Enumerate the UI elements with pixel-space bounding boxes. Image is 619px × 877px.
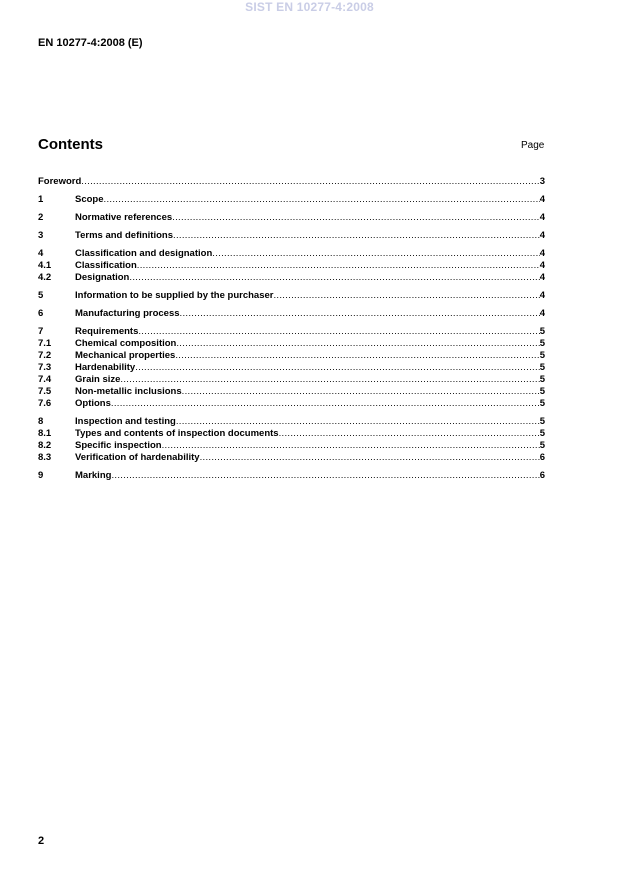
- toc-entry-marking[interactable]: [38, 470, 545, 482]
- toc-entry-inspection-documents[interactable]: [38, 428, 545, 440]
- toc-entry-page: 4: [539, 290, 545, 301]
- toc-entry-number: 4.1: [38, 260, 52, 271]
- toc-entry-number: 8.3: [38, 452, 52, 463]
- toc-leader-dots: [173, 230, 540, 242]
- toc-entry-page: 6: [539, 470, 545, 481]
- toc-entry-scope[interactable]: [38, 194, 545, 206]
- toc-leader-dots: [279, 428, 540, 440]
- toc-entry-number: 7.4: [38, 374, 52, 385]
- toc-entry-number: 7.6: [38, 398, 52, 409]
- toc-entry-classification-and-designation[interactable]: [38, 248, 545, 260]
- toc-entry-title: Manufacturing process: [75, 308, 180, 319]
- toc-leader-dots: [212, 248, 539, 260]
- page-column-label: Page: [521, 140, 545, 151]
- toc-leader-dots: [273, 290, 539, 302]
- toc-leader-dots: [176, 416, 540, 428]
- toc-entry-number: 2: [38, 212, 44, 223]
- toc-leader-dots: [81, 176, 539, 188]
- toc-entry-page: 4: [539, 308, 545, 319]
- toc-entry-page: 5: [539, 416, 545, 427]
- toc-entry-page: 5: [539, 386, 545, 397]
- toc-entry-title: Information to be supplied by the purchaser: [75, 290, 274, 301]
- toc-leader-dots: [138, 326, 539, 338]
- toc-entry-normative-references[interactable]: [38, 212, 545, 224]
- toc-entry-mechanical-properties[interactable]: [38, 350, 545, 362]
- toc-leader-dots: [172, 212, 540, 224]
- document-id: EN 10277-4:2008 (E): [38, 37, 143, 49]
- toc-entry-page: 3: [539, 176, 545, 187]
- toc-entry-page: 5: [539, 362, 545, 373]
- toc-entry-classification[interactable]: [38, 260, 545, 272]
- toc-entry-title: Mechanical properties: [75, 350, 176, 361]
- toc-entry-specific-inspection[interactable]: [38, 440, 545, 452]
- toc-entry-chemical-composition[interactable]: [38, 338, 545, 350]
- toc-entry-number: 7.5: [38, 386, 52, 397]
- toc-entry-title: Inspection and testing: [75, 416, 176, 427]
- toc-entry-title: Requirements: [75, 326, 139, 337]
- toc-entry-page: 5: [539, 428, 545, 439]
- toc-entry-number: 7.3: [38, 362, 52, 373]
- toc-entry-terms-and-definitions[interactable]: [38, 230, 545, 242]
- toc-entry-title: Terms and definitions: [75, 230, 174, 241]
- toc-entry-page: 5: [539, 350, 545, 361]
- toc-leader-dots: [180, 308, 540, 320]
- toc-entry-page: 4: [539, 212, 545, 223]
- page-number: 2: [38, 835, 45, 847]
- toc-entry-page: 4: [539, 194, 545, 205]
- toc-entry-page: 5: [539, 440, 545, 451]
- toc-entry-title: Normative references: [75, 212, 173, 223]
- toc-entry-page: 4: [539, 260, 545, 271]
- toc-entry-title: Types and contents of inspection documents: [75, 428, 279, 439]
- toc-entry-foreword[interactable]: [38, 176, 545, 188]
- toc-entry-page: 6: [539, 452, 545, 463]
- toc-entry-number: 5: [38, 290, 44, 301]
- toc-entry-title: Marking: [75, 470, 112, 481]
- toc-entry-number: 6: [38, 308, 44, 319]
- toc-leader-dots: [176, 338, 539, 350]
- toc-leader-dots: [175, 350, 539, 362]
- toc-leader-dots: [111, 398, 540, 410]
- toc-entry-number: 7.2: [38, 350, 52, 361]
- toc-entry-title: Designation: [75, 272, 130, 283]
- toc-entry-page: 5: [539, 374, 545, 385]
- toc-entry-title: Non-metallic inclusions: [75, 386, 182, 397]
- toc-entry-title: Classification: [75, 260, 137, 271]
- toc-entry-designation[interactable]: [38, 272, 545, 284]
- toc-entry-title: Chemical composition: [75, 338, 177, 349]
- toc-leader-dots: [135, 362, 540, 374]
- toc-entry-title: Verification of hardenability: [75, 452, 200, 463]
- toc-entry-number: 7.1: [38, 338, 52, 349]
- toc-entry-page: 5: [539, 338, 545, 349]
- toc-entry-title: Classification and designation: [75, 248, 213, 259]
- toc-entry-requirements[interactable]: [38, 326, 545, 338]
- toc-entry-number: 4: [38, 248, 44, 259]
- toc-entry-hardenability[interactable]: [38, 362, 545, 374]
- toc-entry-page: 4: [539, 248, 545, 259]
- toc-entry-number: 8.2: [38, 440, 52, 451]
- toc-entry-inspection-and-testing[interactable]: [38, 416, 545, 428]
- toc-entry-title: Grain size: [75, 374, 121, 385]
- toc-entry-manufacturing-process[interactable]: [38, 308, 545, 320]
- toc-entry-number: 8.1: [38, 428, 52, 439]
- toc-entry-title: Scope: [75, 194, 104, 205]
- toc-entry-number: 7: [38, 326, 44, 337]
- toc-leader-dots: [182, 386, 540, 398]
- table-of-contents: [38, 176, 545, 482]
- contents-title: Contents: [38, 136, 103, 153]
- toc-entry-options[interactable]: [38, 398, 545, 410]
- toc-leader-dots: [200, 452, 540, 464]
- toc-entry-number: 4.2: [38, 272, 52, 283]
- toc-entry-title: Hardenability: [75, 362, 136, 373]
- toc-leader-dots: [120, 374, 539, 386]
- toc-leader-dots: [111, 470, 539, 482]
- toc-entry-number: 9: [38, 470, 44, 481]
- toc-entry-number: 1: [38, 194, 44, 205]
- toc-entry-title: Specific inspection: [75, 440, 162, 451]
- toc-entry-title: Options: [75, 398, 111, 409]
- toc-leader-dots: [137, 260, 540, 272]
- toc-entry-non-metallic-inclusions[interactable]: [38, 386, 545, 398]
- toc-entry-page: 4: [539, 272, 545, 283]
- toc-entry-number: 8: [38, 416, 44, 427]
- toc-leader-dots: [104, 194, 540, 206]
- toc-entry-page: 4: [539, 230, 545, 241]
- toc-entry-number: 3: [38, 230, 44, 241]
- toc-entry-page: 5: [539, 326, 545, 337]
- toc-entry-information-supplied[interactable]: [38, 290, 545, 302]
- toc-entry-title: Foreword: [38, 176, 82, 187]
- toc-entry-grain-size[interactable]: [38, 374, 545, 386]
- watermark: SIST EN 10277-4:2008: [245, 0, 374, 14]
- toc-leader-dots: [129, 272, 539, 284]
- toc-entry-page: 5: [539, 398, 545, 409]
- toc-entry-verification-of-hardenability[interactable]: [38, 452, 545, 464]
- toc-leader-dots: [162, 440, 540, 452]
